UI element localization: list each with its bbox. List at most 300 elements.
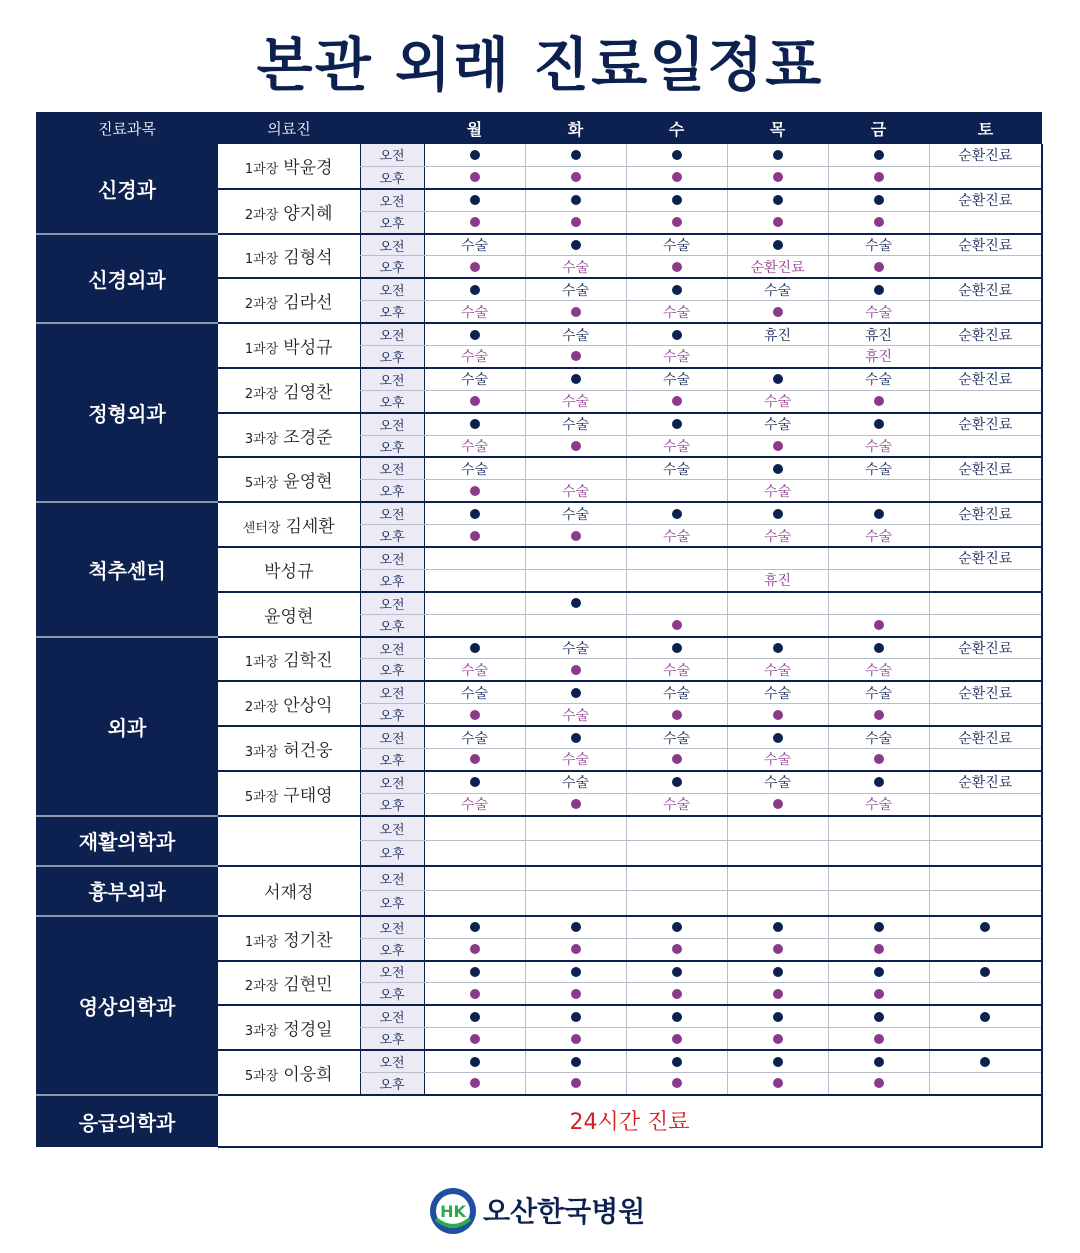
clinic-dot xyxy=(929,1050,1042,1072)
clinic-dot xyxy=(626,502,727,524)
clinic-dot xyxy=(424,390,525,412)
schedule-cell: 수술 xyxy=(525,278,626,300)
schedule-cell: 수술 xyxy=(828,435,929,457)
schedule-cell: 수술 xyxy=(626,368,727,390)
schedule-cell xyxy=(828,592,929,614)
schedule-cell: 휴진 xyxy=(727,323,828,345)
schedule-cell xyxy=(929,390,1042,412)
clinic-dot xyxy=(424,1050,525,1072)
schedule-cell xyxy=(626,592,727,614)
schedule-cell: 수술 xyxy=(525,256,626,278)
table-row xyxy=(36,1095,1042,1147)
clinic-dot xyxy=(828,1050,929,1072)
schedule-cell: 순환진료 xyxy=(929,502,1042,524)
schedule-cell xyxy=(828,866,929,891)
session-label: 오후 xyxy=(360,938,424,960)
clinic-dot xyxy=(525,1028,626,1050)
schedule-cell: 수술 xyxy=(424,457,525,479)
clinic-dot xyxy=(424,480,525,502)
clinic-dot xyxy=(727,234,828,256)
schedule-cell: 순환진료 xyxy=(929,413,1042,435)
clinic-dot xyxy=(929,916,1042,938)
doctor-cell xyxy=(218,816,360,866)
session-label: 오전 xyxy=(360,816,424,841)
clinic-dot xyxy=(727,502,828,524)
doctor-position: 1과장 xyxy=(244,342,279,358)
doctor-name: 김학진 xyxy=(283,651,333,672)
session-label: 오후 xyxy=(360,891,424,916)
doctor-cell xyxy=(218,681,360,726)
schedule-cell: 순환진료 xyxy=(929,323,1042,345)
clinic-dot xyxy=(525,916,626,938)
header-day: 수 xyxy=(626,112,727,144)
table-row xyxy=(36,144,1042,166)
clinic-dot xyxy=(727,637,828,659)
clinic-dot xyxy=(424,1028,525,1050)
doctor-name: 윤영현 xyxy=(264,606,314,627)
clinic-dot xyxy=(424,189,525,211)
session-label: 오후 xyxy=(360,301,424,323)
header-day: 월 xyxy=(424,112,525,144)
schedule-cell: 수술 xyxy=(424,346,525,368)
session-label: 오후 xyxy=(360,569,424,591)
session-label: 오전 xyxy=(360,1005,424,1027)
clinic-dot xyxy=(727,166,828,188)
schedule-cell xyxy=(626,816,727,841)
doctor-position: 2과장 xyxy=(244,207,279,223)
clinic-dot xyxy=(828,189,929,211)
schedule-cell xyxy=(424,816,525,841)
doctor-name: 김현민 xyxy=(283,975,333,996)
schedule-cell: 수술 xyxy=(525,480,626,502)
clinic-dot xyxy=(828,1072,929,1094)
schedule-cell: 순환진료 xyxy=(929,234,1042,256)
clinic-dot xyxy=(424,749,525,771)
clinic-dot xyxy=(626,961,727,983)
schedule-cell: 수술 xyxy=(424,659,525,681)
doctor-position: 2과장 xyxy=(244,386,279,402)
schedule-cell xyxy=(525,614,626,636)
schedule-cell: 순환진료 xyxy=(929,189,1042,211)
clinic-dot xyxy=(626,1050,727,1072)
session-label: 오후 xyxy=(360,749,424,771)
schedule-cell xyxy=(828,816,929,841)
clinic-dot xyxy=(828,1005,929,1027)
header-day: 목 xyxy=(727,112,828,144)
clinic-dot xyxy=(727,1028,828,1050)
clinic-dot xyxy=(727,189,828,211)
clinic-dot xyxy=(424,525,525,547)
clinic-dot xyxy=(828,961,929,983)
schedule-cell xyxy=(525,547,626,569)
clinic-dot xyxy=(626,1028,727,1050)
schedule-cell: 수술 xyxy=(525,413,626,435)
schedule-cell xyxy=(929,301,1042,323)
schedule-cell xyxy=(424,841,525,866)
session-label: 오전 xyxy=(360,413,424,435)
schedule-cell xyxy=(828,891,929,916)
hospital-name: 오산한국병원 xyxy=(483,1195,646,1228)
schedule-cell xyxy=(929,983,1042,1005)
schedule-cell xyxy=(626,891,727,916)
table-row xyxy=(36,916,1042,938)
header-doctor: 의료진 xyxy=(218,112,360,144)
clinic-dot xyxy=(525,346,626,368)
schedule-cell: 수술 xyxy=(727,278,828,300)
session-label: 오전 xyxy=(360,592,424,614)
clinic-dot xyxy=(626,637,727,659)
schedule-cell xyxy=(727,841,828,866)
session-label: 오후 xyxy=(360,614,424,636)
schedule-cell xyxy=(929,480,1042,502)
clinic-dot xyxy=(626,323,727,345)
page-title: 본관 외래 진료일정표 xyxy=(256,31,824,99)
schedule-cell: 수술 xyxy=(626,234,727,256)
clinic-dot xyxy=(424,961,525,983)
schedule-cell xyxy=(525,866,626,891)
doctor-position: 5과장 xyxy=(244,789,279,805)
clinic-dot xyxy=(525,726,626,748)
session-label: 오후 xyxy=(360,841,424,866)
clinic-dot xyxy=(525,301,626,323)
clinic-dot xyxy=(424,323,525,345)
schedule-cell xyxy=(626,547,727,569)
schedule-cell: 수술 xyxy=(828,659,929,681)
schedule-cell xyxy=(929,659,1042,681)
schedule-cell xyxy=(727,592,828,614)
table-row xyxy=(36,502,1042,524)
schedule-cell: 수술 xyxy=(626,346,727,368)
schedule-cell xyxy=(929,346,1042,368)
header-dept: 진료과목 xyxy=(36,112,218,144)
clinic-dot xyxy=(727,704,828,726)
clinic-dot xyxy=(828,637,929,659)
doctor-position: 3과장 xyxy=(244,431,279,447)
doctor-name: 윤영현 xyxy=(283,472,333,493)
session-label: 오후 xyxy=(360,166,424,188)
clinic-dot xyxy=(828,211,929,233)
doctor-cell xyxy=(218,1005,360,1050)
schedule-cell xyxy=(929,866,1042,891)
clinic-dot xyxy=(424,278,525,300)
schedule-cell: 수술 xyxy=(626,793,727,815)
clinic-dot xyxy=(626,166,727,188)
schedule-cell: 순환진료 xyxy=(929,771,1042,793)
schedule-cell: 순환진료 xyxy=(929,278,1042,300)
schedule-cell: 수술 xyxy=(626,301,727,323)
doctor-cell xyxy=(218,234,360,279)
schedule-cell: 수술 xyxy=(626,726,727,748)
schedule-cell: 수술 xyxy=(727,681,828,703)
clinic-dot xyxy=(727,457,828,479)
schedule-cell: 수술 xyxy=(727,413,828,435)
session-label: 오전 xyxy=(360,771,424,793)
session-label: 오후 xyxy=(360,983,424,1005)
session-label: 오전 xyxy=(360,368,424,390)
schedule-cell: 수술 xyxy=(525,502,626,524)
schedule-cell: 수술 xyxy=(828,793,929,815)
schedule-cell xyxy=(727,547,828,569)
schedule-cell: 수술 xyxy=(424,435,525,457)
schedule-cell: 휴진 xyxy=(828,346,929,368)
clinic-dot xyxy=(626,916,727,938)
doctor-position: 3과장 xyxy=(244,745,279,761)
clinic-dot xyxy=(727,1005,828,1027)
schedule-cell xyxy=(929,891,1042,916)
schedule-cell xyxy=(929,614,1042,636)
doctor-name: 박성규 xyxy=(264,561,314,582)
schedule-cell xyxy=(929,211,1042,233)
schedule-cell xyxy=(626,841,727,866)
schedule-cell xyxy=(929,793,1042,815)
schedule-cell xyxy=(929,256,1042,278)
doctor-name: 정기찬 xyxy=(283,930,333,951)
schedule-cell: 수술 xyxy=(828,525,929,547)
doctor-name: 박윤경 xyxy=(283,158,333,179)
schedule-cell xyxy=(424,547,525,569)
schedule-cell: 수술 xyxy=(424,368,525,390)
doctor-cell xyxy=(218,189,360,234)
doctor-cell xyxy=(218,771,360,816)
session-label: 오전 xyxy=(360,547,424,569)
clinic-dot xyxy=(525,938,626,960)
schedule-cell: 수술 xyxy=(727,659,828,681)
clinic-dot xyxy=(828,983,929,1005)
schedule-cell: 휴진 xyxy=(828,323,929,345)
table-row xyxy=(36,637,1042,659)
clinic-dot xyxy=(626,771,727,793)
doctor-position: 2과장 xyxy=(244,297,279,313)
session-label: 오전 xyxy=(360,323,424,345)
schedule-cell: 휴진 xyxy=(727,569,828,591)
doctor-name: 안상익 xyxy=(283,696,333,717)
session-label: 오전 xyxy=(360,961,424,983)
clinic-dot xyxy=(525,1005,626,1027)
clinic-dot xyxy=(525,189,626,211)
schedule-cell xyxy=(424,866,525,891)
clinic-dot xyxy=(424,983,525,1005)
hospital-logo xyxy=(428,1186,668,1236)
doctor-name: 박성규 xyxy=(283,338,333,359)
schedule-cell xyxy=(929,749,1042,771)
clinic-dot xyxy=(727,793,828,815)
doctor-cell xyxy=(218,457,360,502)
clinic-dot xyxy=(828,916,929,938)
doctor-cell xyxy=(218,637,360,682)
session-label: 오전 xyxy=(360,278,424,300)
schedule-cell: 수술 xyxy=(525,749,626,771)
clinic-dot xyxy=(626,1005,727,1027)
doctor-name: 정경일 xyxy=(283,1020,333,1041)
schedule-cell xyxy=(727,891,828,916)
clinic-dot xyxy=(828,502,929,524)
doctor-cell xyxy=(218,413,360,458)
schedule-cell xyxy=(828,480,929,502)
header-row xyxy=(36,112,1042,144)
session-label: 오전 xyxy=(360,144,424,166)
doctor-cell xyxy=(218,368,360,413)
schedule-cell: 수술 xyxy=(727,749,828,771)
department-name: 흉부외과 xyxy=(36,866,218,916)
doctor-position: 1과장 xyxy=(244,655,279,671)
doctor-cell xyxy=(218,278,360,323)
clinic-dot xyxy=(525,793,626,815)
schedule-cell: 수술 xyxy=(727,771,828,793)
clinic-dot xyxy=(727,144,828,166)
clinic-dot xyxy=(525,525,626,547)
schedule-cell xyxy=(929,816,1042,841)
doctor-position: 1과장 xyxy=(244,252,279,268)
clinic-dot xyxy=(424,637,525,659)
session-label: 오후 xyxy=(360,211,424,233)
doctor-cell xyxy=(218,916,360,961)
clinic-dot xyxy=(626,983,727,1005)
schedule-cell: 수술 xyxy=(626,681,727,703)
schedule-cell xyxy=(424,569,525,591)
schedule-cell xyxy=(929,938,1042,960)
doctor-name: 서재정 xyxy=(264,883,314,904)
clinic-dot xyxy=(424,166,525,188)
session-label: 오전 xyxy=(360,457,424,479)
clinic-dot xyxy=(525,144,626,166)
clinic-dot xyxy=(424,1072,525,1094)
clinic-dot xyxy=(727,435,828,457)
clinic-dot xyxy=(626,704,727,726)
doctor-name: 김라선 xyxy=(283,293,333,314)
session-label: 오전 xyxy=(360,866,424,891)
doctor-position: 센터장 xyxy=(242,521,281,537)
clinic-dot xyxy=(424,502,525,524)
doctor-position: 2과장 xyxy=(244,700,279,716)
schedule-cell: 수술 xyxy=(424,301,525,323)
schedule-cell: 순환진료 xyxy=(929,726,1042,748)
session-label: 오전 xyxy=(360,681,424,703)
schedule-cell: 순환진료 xyxy=(929,368,1042,390)
session-label: 오후 xyxy=(360,435,424,457)
doctor-cell xyxy=(218,547,360,592)
clinic-dot xyxy=(828,413,929,435)
schedule-cell xyxy=(727,614,828,636)
emblem-letters: HK xyxy=(440,1202,466,1221)
table-row xyxy=(36,323,1042,345)
schedule-cell: 수술 xyxy=(626,659,727,681)
schedule-cell xyxy=(929,704,1042,726)
department-name: 응급의학과 xyxy=(36,1095,218,1147)
schedule-cell: 순환진료 xyxy=(727,256,828,278)
schedule-cell: 수술 xyxy=(424,234,525,256)
clinic-dot xyxy=(626,413,727,435)
clinic-dot xyxy=(525,961,626,983)
clinic-dot xyxy=(828,144,929,166)
session-label: 오전 xyxy=(360,726,424,748)
schedule-cell xyxy=(929,1028,1042,1050)
clinic-dot xyxy=(525,368,626,390)
schedule-cell: 수술 xyxy=(626,457,727,479)
clinic-dot xyxy=(828,166,929,188)
doctor-position: 5과장 xyxy=(244,476,279,492)
header-session xyxy=(360,112,424,144)
department-name: 신경외과 xyxy=(36,234,218,324)
session-label: 오전 xyxy=(360,234,424,256)
table-row xyxy=(36,816,1042,841)
session-label: 오전 xyxy=(360,916,424,938)
clinic-dot xyxy=(727,961,828,983)
schedule-cell xyxy=(727,866,828,891)
clinic-dot xyxy=(525,983,626,1005)
schedule-cell: 수술 xyxy=(424,681,525,703)
clinic-dot xyxy=(727,1072,828,1094)
doctor-name: 양지혜 xyxy=(283,203,333,224)
schedule-cell xyxy=(828,547,929,569)
schedule-cell: 수술 xyxy=(424,726,525,748)
doctor-name: 김세환 xyxy=(285,517,335,538)
clinic-dot xyxy=(525,211,626,233)
session-label: 오후 xyxy=(360,390,424,412)
doctor-cell xyxy=(218,592,360,637)
schedule-cell xyxy=(727,816,828,841)
schedule-cell: 수술 xyxy=(727,480,828,502)
clinic-dot xyxy=(626,211,727,233)
department-name: 영상의학과 xyxy=(36,916,218,1095)
schedule-cell: 수술 xyxy=(828,301,929,323)
doctor-name: 구태영 xyxy=(283,785,333,806)
schedule-cell xyxy=(929,1072,1042,1094)
schedule-table xyxy=(36,112,1043,1148)
clinic-dot xyxy=(525,435,626,457)
clinic-dot xyxy=(727,938,828,960)
schedule-cell: 수술 xyxy=(828,726,929,748)
session-label: 오후 xyxy=(360,793,424,815)
schedule-cell: 수술 xyxy=(828,457,929,479)
schedule-cell: 순환진료 xyxy=(929,637,1042,659)
doctor-position: 2과장 xyxy=(244,979,279,995)
clinic-dot xyxy=(626,749,727,771)
schedule-cell xyxy=(929,525,1042,547)
department-name: 외과 xyxy=(36,637,218,816)
schedule-cell: 수술 xyxy=(525,323,626,345)
clinic-dot xyxy=(626,256,727,278)
session-label: 오후 xyxy=(360,256,424,278)
schedule-cell: 수술 xyxy=(525,390,626,412)
schedule-cell xyxy=(929,166,1042,188)
clinic-dot xyxy=(525,234,626,256)
clinic-dot xyxy=(525,659,626,681)
schedule-cell xyxy=(828,569,929,591)
session-label: 오후 xyxy=(360,1028,424,1050)
clinic-dot xyxy=(626,144,727,166)
clinic-dot xyxy=(424,144,525,166)
doctor-cell xyxy=(218,961,360,1006)
doctor-cell xyxy=(218,144,360,189)
doctor-position: 3과장 xyxy=(244,1024,279,1040)
clinic-dot xyxy=(828,390,929,412)
doctor-name: 김영찬 xyxy=(283,382,333,403)
schedule-cell xyxy=(424,614,525,636)
doctor-cell xyxy=(218,1050,360,1095)
session-label: 오후 xyxy=(360,346,424,368)
schedule-cell xyxy=(828,841,929,866)
doctor-name: 김형석 xyxy=(283,248,333,269)
clinic-dot xyxy=(727,368,828,390)
clinic-dot xyxy=(727,1050,828,1072)
header-day: 금 xyxy=(828,112,929,144)
clinic-dot xyxy=(727,983,828,1005)
schedule-cell: 수술 xyxy=(828,681,929,703)
schedule-cell: 수술 xyxy=(525,771,626,793)
schedule-cell xyxy=(929,435,1042,457)
department-name: 재활의학과 xyxy=(36,816,218,866)
clinic-dot xyxy=(626,938,727,960)
